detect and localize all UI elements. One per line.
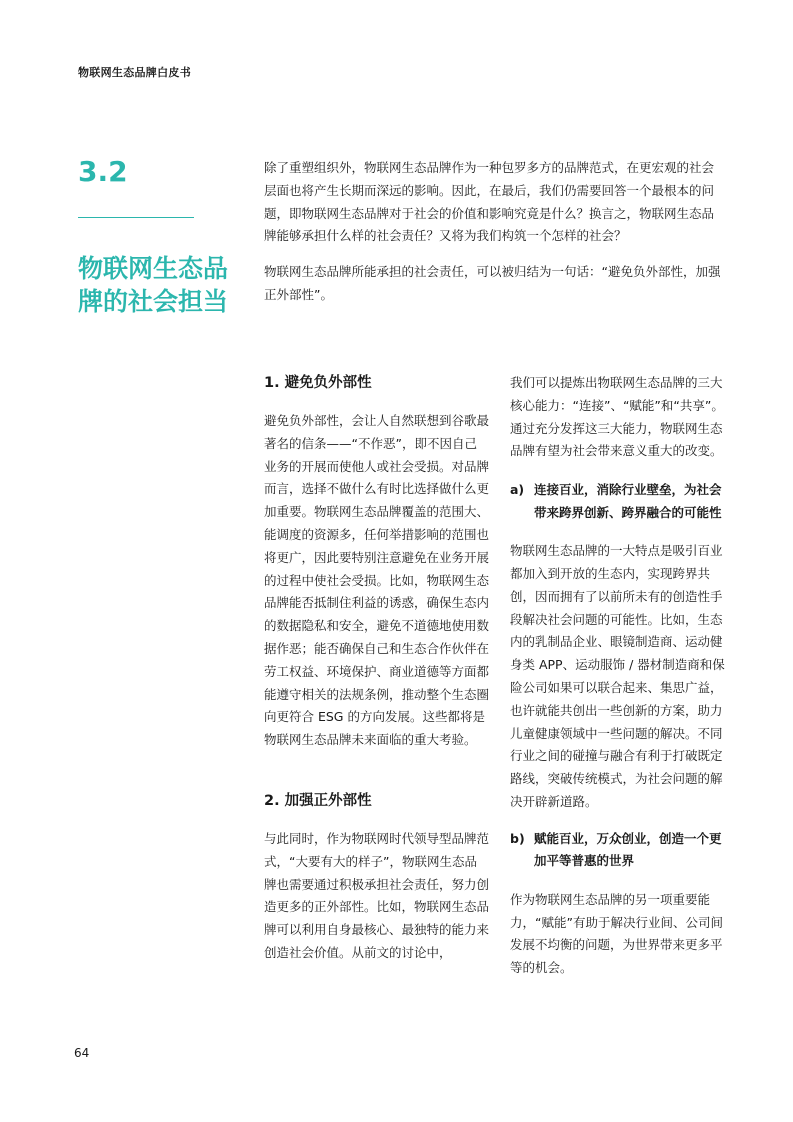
paragraph-connect: 物联网生态品牌的一大特点是吸引百业都加入到开放的生态内，实现跨界共创，因而拥有了以前所未有的创造性手段解决社会问题的可能性。比如，生态内的乳制品企业、眼镜制造商、运动健身类 APP、运动服饰 / 器材制造商和保险公司如果可以联合起来、集思广益，也许就能共创出一些创新的方案，助力儿童健康领域中一些问题的解决。不同行业之间的碰撞与融合有利于打破既定路线，突破传统模式，为社会问题的解决开辟新道路。 <box>510 543 725 809</box>
paragraph-core-capabilities: 我们可以提炼出物联网生态品牌的三大核心能力：“连接”、“赋能”和“共享”。通过充分发挥这三大能力，物联网生态品牌有望为社会带来意义重大的改变。 <box>510 375 724 459</box>
left-column <box>264 372 489 965</box>
paragraph-strengthen-positive-externality: 与此同时，作为物联网时代领导型品牌范式，“大要有大的样子”，物联网生态品牌也需要通过积极承担社会责任，努力创造更多的正外部性。比如，物联网生态品牌可以利用自身最核心、最独特的能力来创造社会价值。从前文的讨论中， <box>264 830 490 960</box>
section-title: 物联网生态品牌的社会担当 <box>78 254 229 316</box>
subheading-a <box>510 479 732 524</box>
subheading-b-marker: b) <box>510 830 525 846</box>
subheading-a-marker: a) <box>510 482 525 498</box>
subheading-a-text: 连接百业，消除行业壁垒，为社会带来跨界创新、跨界融合的可能性 <box>534 482 722 520</box>
intro-paragraph-1: 除了重塑组织外，物联网生态品牌作为一种包罗多方的品牌范式，在更宏观的社会层面也将产生长期而深远的影响。因此，在最后，我们仍需要回答一个最根本的问题，即物联网生态品牌对于社会的价值和影响究竟是什么？换言之，物联网生态品牌能够承担什么样的社会责任？又将为我们构筑一个怎样的社会？ <box>264 160 715 244</box>
heading-strengthen-positive-externality: 2. 加强正外部性 <box>264 792 372 809</box>
subheading-b-text: 赋能百业，万众创业，创造一个更加平等普惠的世界 <box>534 830 722 869</box>
right-column <box>510 372 732 980</box>
page-number: 64 <box>74 1046 90 1060</box>
intro-text <box>264 157 726 320</box>
paragraph-avoid-negative-externality: 避免负外部性，会让人自然联想到谷歌最著名的信条——“不作恶”，即不因自己业务的开展而使他人或社会受损。对品牌而言，选择不做什么有时比选择做什么更加重要。物联网生态品牌覆盖的范围大、能调度的资源多，任何举措影响的范围也将更广，因此要特别注意避免在业务开展的过程中使社会受损。比如，物联网生态品牌能否抵制住利益的诱惑，确保生态内的数据隐私和安全，避免不道德地使用数据作恶；能否确保自己和生态合作伙伴在劳工权益、环境保护、商业道德等方面都能遵守相关的法规条例，推动整个生态圈向更符合 ESG 的方向发展。这些都将是物联网生态品牌未来面临的重大考验。 <box>264 413 490 748</box>
section-number: 3.2 <box>78 155 128 188</box>
subheading-b <box>510 828 732 873</box>
running-header: 物联网生态品牌白皮书 <box>78 66 191 79</box>
section-divider <box>78 217 194 218</box>
paragraph-empower: 作为物联网生态品牌的另一项重要能力，“赋能”有助于解决行业间、公司间发展不均衡的问题，为世界带来更多平等的机会。 <box>510 891 723 976</box>
heading-avoid-negative-externality: 1. 避免负外部性 <box>264 375 372 391</box>
intro-paragraph-2: 物联网生态品牌所能承担的社会责任，可以被归结为一句话：“避免负外部性，加强正外部性”。 <box>264 264 721 302</box>
